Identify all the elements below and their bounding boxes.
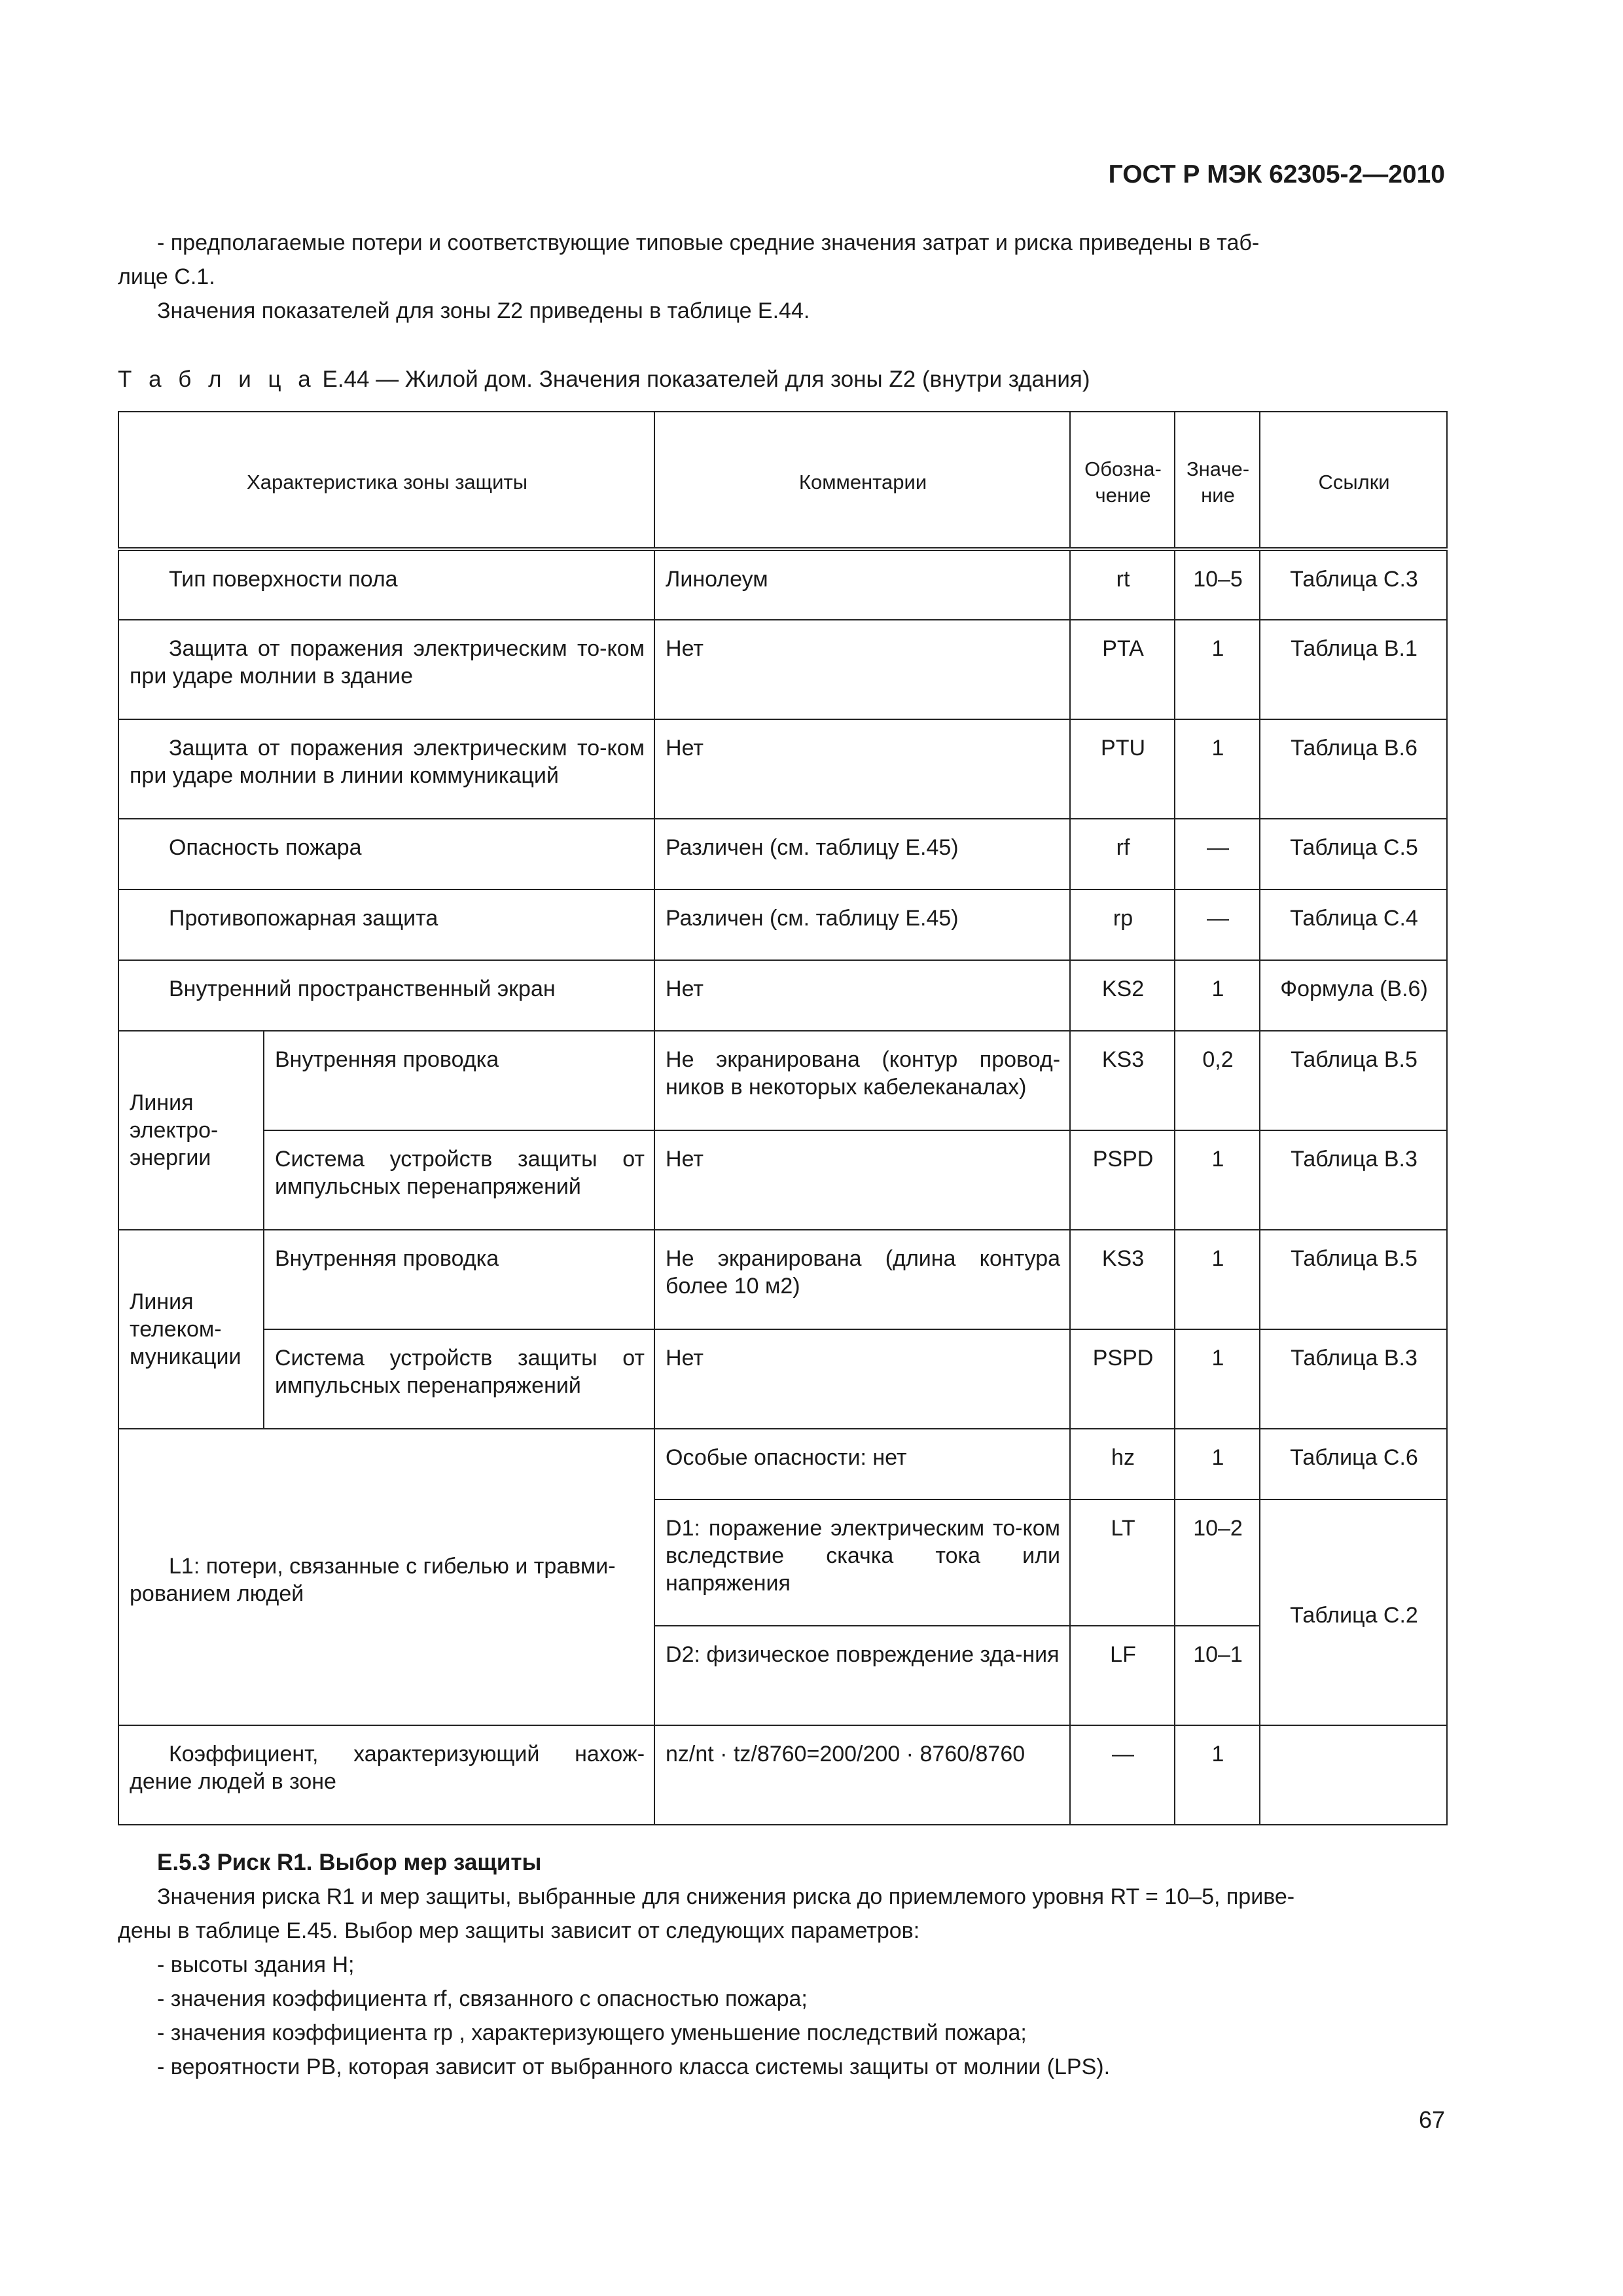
row-symbol: KS3 (1070, 1031, 1175, 1130)
row-characteristic: Система устройств защиты от импульсных перенапряжений (264, 1329, 654, 1429)
row-characteristic: Опасность пожара (118, 819, 654, 889)
row-characteristic: Внутренняя проводка (264, 1031, 654, 1130)
row-value: 10–5 (1175, 549, 1260, 620)
row-comment: Различен (см. таблицу E.45) (654, 819, 1070, 889)
row-characteristic: Система устройств защиты от импульсных перенапряжений (264, 1130, 654, 1230)
table-row (118, 1031, 1447, 1130)
row-reference: Таблица В.6 (1260, 719, 1447, 819)
header-symbol: Обозна-чение (1070, 412, 1175, 549)
row-value: — (1175, 819, 1260, 889)
row-reference (1260, 1725, 1447, 1825)
row-reference: Таблица В.3 (1260, 1329, 1447, 1429)
intro-line-3: Значения показателей для зоны Z2 приведены в таблице E.44. (157, 298, 810, 323)
row-comment: D2: физическое повреждение зда-ния (654, 1626, 1070, 1725)
intro-text (118, 226, 1440, 328)
row-symbol: — (1070, 1725, 1175, 1825)
row-comment: Нет (654, 719, 1070, 819)
row-symbol: KS3 (1070, 1230, 1175, 1329)
row-reference: Таблица С.2 (1260, 1499, 1447, 1725)
row-comment: Нет (654, 960, 1070, 1031)
table-row (118, 620, 1447, 719)
section-paragraph-line-1: Значения риска R1 и мер защиты, выбранные для снижения риска до приемлемого уровня RT = 10–5, приве- (157, 1884, 1295, 1909)
row-symbol: PTA (1070, 620, 1175, 719)
row-reference: Таблица В.1 (1260, 620, 1447, 719)
section-e53 (118, 1846, 1440, 2084)
row-comment: Нет (654, 620, 1070, 719)
row-characteristic: Защита от поражения электрическим то-ком при ударе молнии в здание (118, 620, 654, 719)
intro-line-2: лице С.1. (118, 264, 215, 289)
row-symbol: hz (1070, 1429, 1175, 1499)
row-value: 1 (1175, 620, 1260, 719)
row-reference: Таблица В.5 (1260, 1031, 1447, 1130)
table-caption (118, 367, 1090, 393)
row-reference: Таблица С.4 (1260, 889, 1447, 960)
page-number: 67 (1418, 2106, 1445, 2133)
row-characteristic: Защита от поражения электрическим то-ком при ударе молнии в линии коммуникаций (118, 719, 654, 819)
row-comment: Нет (654, 1329, 1070, 1429)
row-comment: Не экранирована (контур провод-ников в некоторых кабелеканалах) (654, 1031, 1070, 1130)
table-row (118, 1230, 1447, 1329)
row-comment: nz/nt · tz/8760=200/200 · 8760/8760 (654, 1725, 1070, 1825)
row-symbol: rt (1070, 549, 1175, 620)
row-value: 1 (1175, 1725, 1260, 1825)
row-comment: D1: поражение электрическим то-ком вследствие скачка тока или напряжения (654, 1499, 1070, 1626)
table-row (118, 889, 1447, 960)
header-characteristic: Характеристика зоны защиты (118, 412, 654, 549)
header-references: Ссылки (1260, 412, 1447, 549)
section-paragraph-line-2: дены в таблице E.45. Выбор мер защиты зависит от следующих параметров: (118, 1918, 920, 1943)
row-reference: Таблица В.3 (1260, 1130, 1447, 1230)
row-value: 0,2 (1175, 1031, 1260, 1130)
row-symbol: LF (1070, 1626, 1175, 1725)
row-characteristic: Внутренняя проводка (264, 1230, 654, 1329)
row-symbol: KS2 (1070, 960, 1175, 1031)
table-row (118, 1329, 1447, 1429)
row-value: — (1175, 889, 1260, 960)
row-reference: Таблица С.3 (1260, 549, 1447, 620)
table-row (118, 1725, 1447, 1825)
table-caption-text: E.44 — Жилой дом. Значения показателей для зоны Z2 (внутри здания) (322, 367, 1090, 392)
list-item: - вероятности PB, которая зависит от выбранного класса системы защиты от молнии (LPS). (157, 2054, 1111, 2079)
data-table (118, 411, 1448, 1825)
row-characteristic: Коэффициент, характеризующий нахож-дение людей в зоне (118, 1725, 654, 1825)
row-value: 1 (1175, 1429, 1260, 1499)
power-line-group: Линия электро-энергии (118, 1031, 264, 1230)
table-row (118, 819, 1447, 889)
table-caption-prefix: Т а б л и ц а (118, 367, 316, 392)
row-symbol: LT (1070, 1499, 1175, 1626)
row-characteristic: Внутренний пространственный экран (118, 960, 654, 1031)
l1-characteristic: L1: потери, связанные с гибелью и травми-рованием людей (118, 1429, 654, 1725)
document-id: ГОСТ Р МЭК 62305-2—2010 (1108, 160, 1445, 188)
section-title: E.5.3 Риск R1. Выбор мер защиты (157, 1850, 542, 1875)
row-value: 1 (1175, 960, 1260, 1031)
row-value: 10–1 (1175, 1626, 1260, 1725)
row-symbol: PTU (1070, 719, 1175, 819)
table-row (118, 1429, 1447, 1499)
row-characteristic: Противопожарная защита (118, 889, 654, 960)
row-symbol: PSPD (1070, 1329, 1175, 1429)
row-reference: Таблица В.5 (1260, 1230, 1447, 1329)
row-symbol: PSPD (1070, 1130, 1175, 1230)
row-reference: Таблица С.5 (1260, 819, 1447, 889)
telecom-line-group: Линия телеком-муникации (118, 1230, 264, 1429)
table-row (118, 719, 1447, 819)
table-row (118, 549, 1447, 620)
row-value: 10–2 (1175, 1499, 1260, 1626)
list-item: - значения коэффициента rf, связанного с опасностью пожара; (157, 1986, 808, 2011)
row-symbol: rf (1070, 819, 1175, 889)
row-symbol: rp (1070, 889, 1175, 960)
row-reference: Формула (В.6) (1260, 960, 1447, 1031)
table-row (118, 1130, 1447, 1230)
row-comment: Линолеум (654, 549, 1070, 620)
row-comment: Различен (см. таблицу E.45) (654, 889, 1070, 960)
intro-line-1: - предполагаемые потери и соответствующие типовые средние значения затрат и риска приведены в таб- (157, 230, 1260, 255)
row-value: 1 (1175, 1130, 1260, 1230)
table-row (118, 960, 1447, 1031)
header-comments: Комментарии (654, 412, 1070, 549)
header-value: Значе-ние (1175, 412, 1260, 549)
row-reference: Таблица С.6 (1260, 1429, 1447, 1499)
row-value: 1 (1175, 1329, 1260, 1429)
row-value: 1 (1175, 1230, 1260, 1329)
row-value: 1 (1175, 719, 1260, 819)
table-header-row (118, 412, 1447, 549)
row-comment: Не экранирована (длина контура более 10 м2) (654, 1230, 1070, 1329)
list-item: - высоты здания H; (157, 1952, 355, 1977)
list-item: - значения коэффициента rp , характеризующего уменьшение последствий пожара; (157, 2020, 1027, 2045)
row-comment: Особые опасности: нет (654, 1429, 1070, 1499)
row-comment: Нет (654, 1130, 1070, 1230)
row-characteristic: Тип поверхности пола (118, 549, 654, 620)
